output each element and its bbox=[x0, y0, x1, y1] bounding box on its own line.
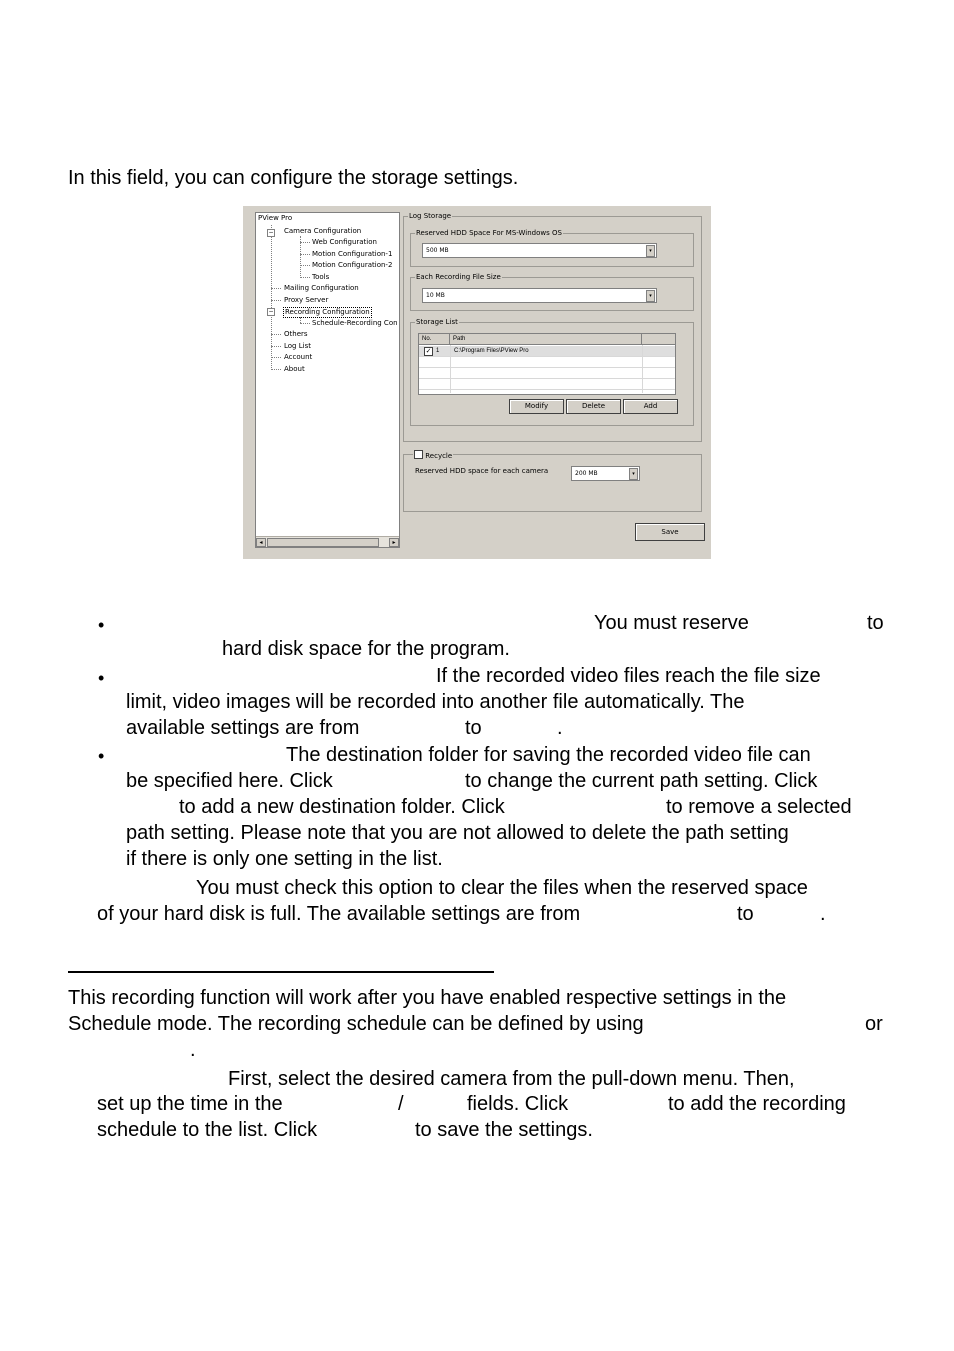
tree-item-about[interactable]: About bbox=[284, 365, 305, 373]
recycle-line2a: of your hard disk is full. The available settings are from bbox=[97, 903, 581, 925]
schedule-line1: This recording function will work after you have enabled respective settings in the bbox=[68, 987, 787, 1009]
bullet3-line3a: to add a new destination folder. Click bbox=[179, 796, 505, 818]
recycle-reserved-label: Reserved HDD space for each camera bbox=[415, 467, 549, 475]
tree-item-proxy-server[interactable]: Proxy Server bbox=[284, 296, 329, 304]
column-header-path[interactable]: Path bbox=[450, 334, 642, 345]
bullet3-line5: if there is only one setting in the list. bbox=[126, 848, 443, 870]
schedule-para2-line2d: to add the recording bbox=[668, 1093, 846, 1115]
schedule-para2-line2a: set up the time in the bbox=[97, 1093, 283, 1115]
recycle-line2b: to bbox=[737, 903, 754, 925]
recycle-reserved-select[interactable]: 200 MB ▾ bbox=[571, 466, 640, 481]
section-underline bbox=[68, 971, 494, 973]
table-row bbox=[419, 368, 675, 379]
reserved-hdd-label: Reserved HDD Space For MS-Windows OS bbox=[416, 229, 562, 237]
tree-item-schedule-recording[interactable]: Schedule-Recording Con bbox=[312, 319, 398, 327]
column-header-empty bbox=[642, 334, 675, 345]
bullet3-line3b: to remove a selected bbox=[666, 796, 852, 818]
table-row bbox=[419, 357, 675, 368]
tree-item-motion-configuration-2[interactable]: Motion Configuration-2 bbox=[312, 261, 393, 269]
bullet1-line1-to: to bbox=[867, 612, 884, 634]
dropdown-arrow-icon[interactable]: ▾ bbox=[629, 468, 638, 480]
schedule-para2-line1: First, select the desired camera from the pull-down menu. Then, bbox=[228, 1068, 795, 1090]
add-button[interactable]: Add bbox=[623, 399, 678, 414]
path-checkbox-checked[interactable]: ✓ bbox=[425, 348, 432, 355]
bullet3-line2b: to change the current path setting. Click bbox=[465, 770, 818, 792]
recycle-line2c: . bbox=[820, 903, 826, 925]
storage-list-label: Storage List bbox=[416, 318, 458, 326]
reserved-hdd-select[interactable]: 500 MB ▾ bbox=[422, 243, 657, 258]
intro-text: In this field, you can configure the storage settings. bbox=[68, 167, 519, 189]
tree-item-others[interactable]: Others bbox=[284, 330, 308, 338]
save-button[interactable]: Save bbox=[635, 523, 705, 541]
bullet-icon: • bbox=[98, 746, 105, 766]
bullet1-line1: You must reserve bbox=[594, 612, 749, 634]
bullet3-line2a: be specified here. Click bbox=[126, 770, 333, 792]
bullet2-line3b: to bbox=[465, 717, 482, 739]
bullet3-line1: The destination folder for saving the recorded video file can bbox=[286, 744, 811, 766]
horizontal-scrollbar[interactable] bbox=[256, 536, 399, 547]
log-storage-label: Log Storage bbox=[409, 212, 452, 220]
bullet-icon: • bbox=[98, 668, 105, 688]
tree-item-log-list[interactable]: Log List bbox=[284, 342, 311, 350]
schedule-line2b: or bbox=[865, 1013, 883, 1035]
table-row bbox=[419, 379, 675, 390]
tree-item-motion-configuration-1[interactable]: Motion Configuration-1 bbox=[312, 250, 393, 258]
dropdown-arrow-icon[interactable]: ▾ bbox=[646, 290, 655, 302]
bullet2-line3c: . bbox=[557, 717, 563, 739]
schedule-para2-line2b: / bbox=[398, 1093, 404, 1115]
row-no: 1 bbox=[436, 348, 440, 354]
recycle-label: Recycle bbox=[425, 452, 453, 460]
tree-item-mailing-configuration[interactable]: Mailing Configuration bbox=[284, 284, 359, 292]
scroll-left-icon[interactable]: ◂ bbox=[256, 538, 266, 547]
tree-item-recording-configuration[interactable]: Recording Configuration bbox=[285, 308, 370, 316]
collapse-icon[interactable]: − bbox=[268, 308, 274, 315]
tree-root[interactable]: PView Pro bbox=[258, 214, 293, 222]
modify-button[interactable]: Modify bbox=[509, 399, 564, 414]
bullet2-line1: If the recorded video files reach the file size bbox=[436, 665, 821, 687]
bullet2-line3a: available settings are from bbox=[126, 717, 360, 739]
schedule-para2-line3a: schedule to the list. Click bbox=[97, 1119, 318, 1141]
table-row[interactable] bbox=[419, 346, 675, 357]
schedule-para2-line2c: fields. Click bbox=[467, 1093, 569, 1115]
scroll-right-icon[interactable]: ▸ bbox=[389, 538, 399, 547]
tree-item-tools[interactable]: Tools bbox=[312, 273, 330, 281]
tree-item-account[interactable]: Account bbox=[284, 353, 313, 361]
schedule-line2a: Schedule mode. The recording schedule can be defined by using bbox=[68, 1013, 644, 1035]
bullet-icon: • bbox=[98, 615, 105, 635]
tree-item-camera-configuration[interactable]: Camera Configuration bbox=[284, 227, 362, 235]
tree-item-web-configuration[interactable]: Web Configuration bbox=[312, 238, 377, 246]
bullet2-line2: limit, video images will be recorded into another file automatically. The bbox=[126, 691, 745, 713]
recycle-line1: You must check this option to clear the files when the reserved space bbox=[196, 877, 808, 899]
storage-list-table bbox=[418, 333, 676, 395]
column-header-no[interactable]: No. bbox=[419, 334, 450, 345]
scroll-thumb[interactable] bbox=[267, 538, 379, 547]
recycle-header bbox=[413, 449, 453, 460]
recycle-group bbox=[403, 454, 702, 512]
row-path: C:\Program Files\PView Pro bbox=[454, 348, 529, 354]
file-size-label: Each Recording File Size bbox=[416, 273, 501, 281]
delete-button[interactable]: Delete bbox=[566, 399, 621, 414]
schedule-line3: . bbox=[190, 1039, 196, 1061]
bullet1-line2: hard disk space for the program. bbox=[222, 638, 510, 660]
config-tree bbox=[255, 212, 400, 548]
recycle-checkbox[interactable] bbox=[414, 450, 423, 459]
collapse-icon[interactable]: − bbox=[268, 229, 274, 236]
bullet3-line4: path setting. Please note that you are not allowed to delete the path setting bbox=[126, 822, 789, 844]
schedule-para2-line3b: to save the settings. bbox=[415, 1119, 593, 1141]
dropdown-arrow-icon[interactable]: ▾ bbox=[646, 245, 655, 257]
file-size-select[interactable]: 10 MB ▾ bbox=[422, 288, 657, 303]
